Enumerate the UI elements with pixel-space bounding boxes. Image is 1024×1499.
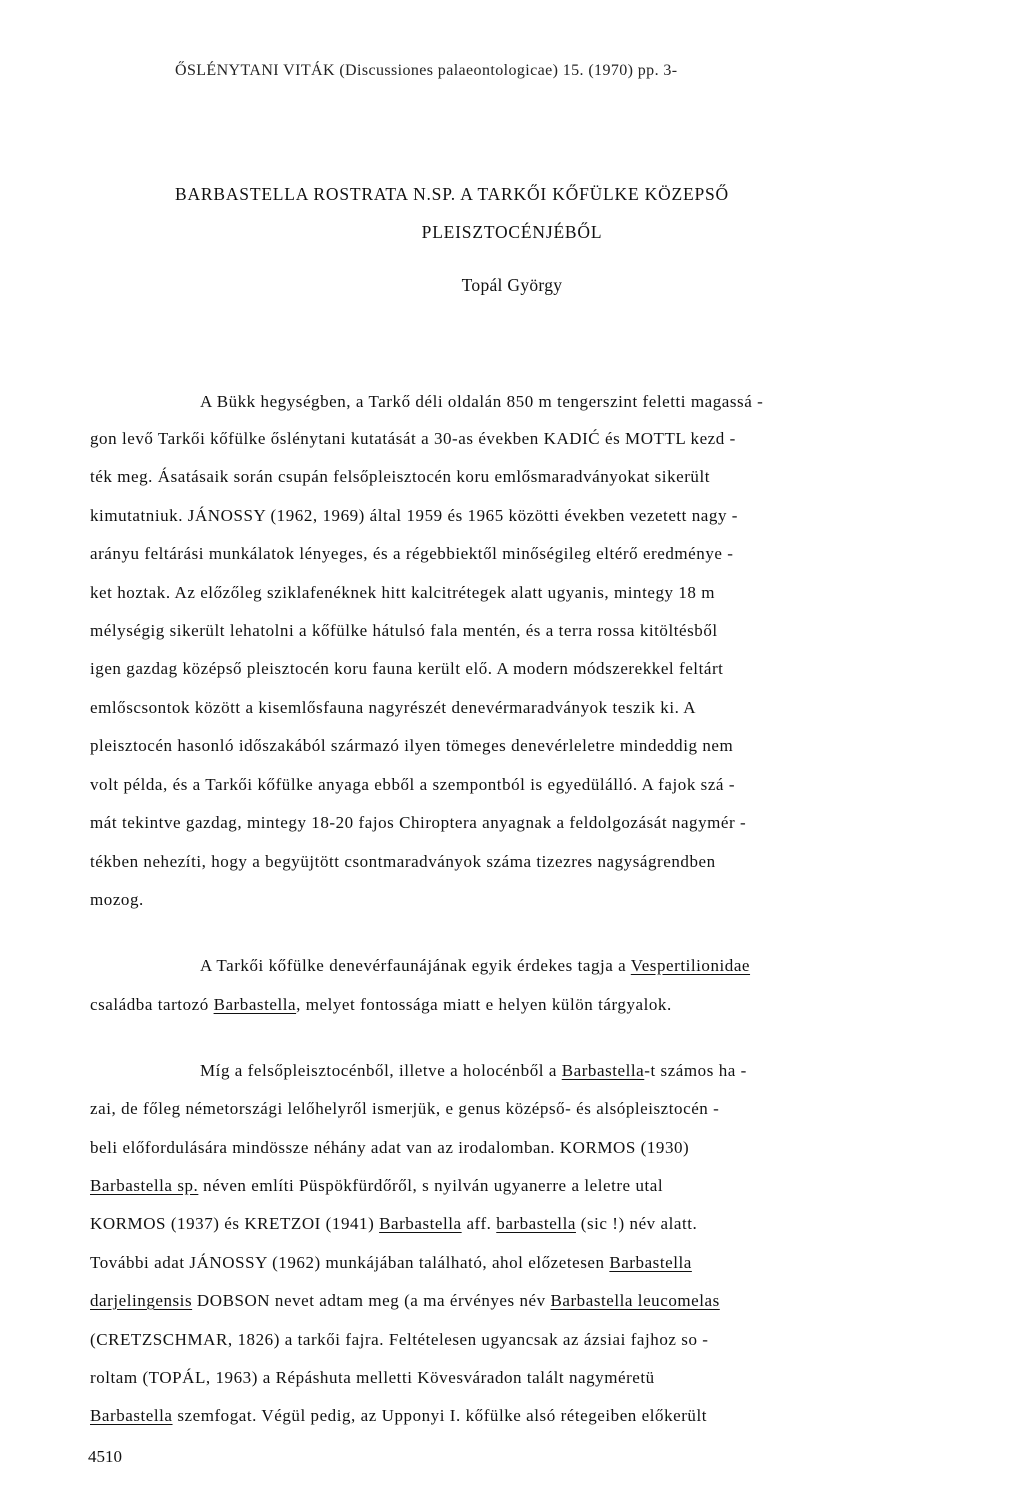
text-run: aff. — [461, 1214, 497, 1233]
paragraph-3-line — [90, 1214, 697, 1234]
text-run: néven említi Püspökfürdőről, s nyilván ugyanerre a leletre utal — [198, 1176, 664, 1195]
paragraph-3-line: zai, de főleg németországi lelőhelyről ismerjük, e genus középső- és alsópleisztocén - — [90, 1099, 720, 1118]
taxon-name: Vespertilionidae — [630, 956, 751, 975]
text-run: -t számos ha - — [644, 1061, 747, 1080]
text-run: A Tarkői kőfülke denevérfaunájának egyik érdekes tagja a — [200, 956, 631, 975]
taxon-name: Barbastella — [213, 995, 297, 1014]
paragraph-1-line: pleisztocén hasonló időszakából származó ilyen tömeges denevérleletre mindeddig nem — [90, 736, 734, 755]
text-run: KORMOS (1937) és KRETZOI (1941) — [90, 1214, 380, 1233]
paragraph-3-line: roltam (TOPÁL, 1963) a Répáshuta melletti Kövesváradon talált nagyméretü — [90, 1368, 655, 1387]
taxon-name: Barbastella — [379, 1214, 462, 1233]
paragraph-3-line — [90, 1176, 663, 1196]
paragraph-1-line: emlőscsontok között a kisemlősfauna nagyrészét denevérmaradványok teszik ki. A — [90, 698, 697, 717]
text-run: (sic !) név alatt. — [575, 1214, 698, 1233]
paragraph-1-line: mát tekintve gazdag, mintegy 18-20 fajos Chiroptera anyagnak a feldolgozását nagymér - — [90, 813, 747, 832]
taxon-name: barbastella — [496, 1214, 576, 1233]
paragraph-1-line: kimutatniuk. JÁNOSSY (1962, 1969) által 1959 és 1965 közötti években vezetett nagy - — [90, 506, 739, 525]
paragraph-2-line — [90, 995, 672, 1015]
paragraph-1-line: gon levő Tarkői kőfülke őslénytani kutatását a 30-as években KADIĆ és MOTTL kezd - — [90, 429, 736, 448]
paragraph-1-line: arányu feltárási munkálatok lényeges, és a régebbiektől minőségileg eltérő eredménye - — [90, 544, 734, 563]
journal-header: ŐSLÉNYTANI VITÁK (Discussiones palaeontologicae) 15. (1970) pp. 3- — [175, 62, 678, 79]
paragraph-3-line — [90, 1406, 707, 1426]
paragraph-2-line — [200, 956, 750, 976]
paragraph-3-line — [200, 1061, 747, 1081]
text-run: DOBSON nevet adtam meg (a ma érvényes név — [192, 1291, 551, 1310]
taxon-name: Barbastella leucomelas — [550, 1291, 720, 1310]
paragraph-3-line: beli előfordulására mindössze néhány adat van az irodalomban. KORMOS (1930) — [90, 1138, 690, 1157]
text-run: , melyet fontossága miatt e helyen külön tárgyalok. — [296, 995, 672, 1014]
paragraph-1-line: volt példa, és a Tarkői kőfülke anyaga ebből a szempontból is egyedülálló. A fajok szá - — [90, 775, 736, 794]
paragraph-1-line: ték meg. Ásatásaik során csupán felsőpleisztocén koru emlősmaradványokat sikerült — [90, 467, 711, 486]
taxon-name: Barbastella sp. — [90, 1176, 199, 1195]
author-name: Topál György — [461, 275, 563, 295]
paragraph-1-line: igen gazdag középső pleisztocén koru fauna került elő. A modern módszerekkel feltárt — [90, 659, 724, 678]
paragraph-1-line: A Bükk hegységben, a Tarkő déli oldalán 850 m tengerszint feletti magassá - — [200, 392, 764, 411]
text-run: szemfogat. Végül pedig, az Upponyi I. kőfülke alsó rétegeiben előkerült — [172, 1406, 708, 1425]
paragraph-3-line — [90, 1253, 692, 1273]
paragraph-3-line — [90, 1291, 720, 1311]
article-title-line-2: PLEISZTOCÉNJÉBŐL — [421, 222, 603, 242]
text-run: További adat JÁNOSSY (1962) munkájában található, ahol előzetesen — [90, 1253, 610, 1272]
taxon-name: Barbastella — [609, 1253, 692, 1272]
paragraph-1-line: mélységig sikerült lehatolni a kőfülke hátulsó fala mentén, és a terra rossa kitöltésből — [90, 621, 718, 640]
taxon-name: darjelingensis — [90, 1291, 193, 1310]
text-run: Míg a felsőpleisztocénből, illetve a holocénből a — [200, 1061, 562, 1080]
paragraph-1-line: tékben nehezíti, hogy a begyüjtött csontmaradványok száma tizezres nagyságrendben — [90, 852, 716, 871]
taxon-name: Barbastella — [561, 1061, 645, 1080]
paragraph-3-line: (CRETZSCHMAR, 1826) a tarkői fajra. Feltételesen ugyancsak az ázsiai fajhoz so - — [90, 1330, 709, 1349]
article-title-line-1: BARBASTELLA ROSTRATA N.SP. A TARKŐI KŐFÜLKE KÖZEPSŐ — [175, 184, 729, 204]
text-run: családba tartozó — [90, 995, 214, 1014]
paragraph-1-line: mozog. — [90, 890, 144, 909]
page-number: 4510 — [88, 1447, 122, 1466]
taxon-name: Barbastella — [90, 1406, 173, 1425]
paragraph-1-line: ket hoztak. Az előzőleg sziklafenéknek hitt kalcitrétegek alatt ugyanis, mintegy 18 m — [90, 583, 716, 602]
